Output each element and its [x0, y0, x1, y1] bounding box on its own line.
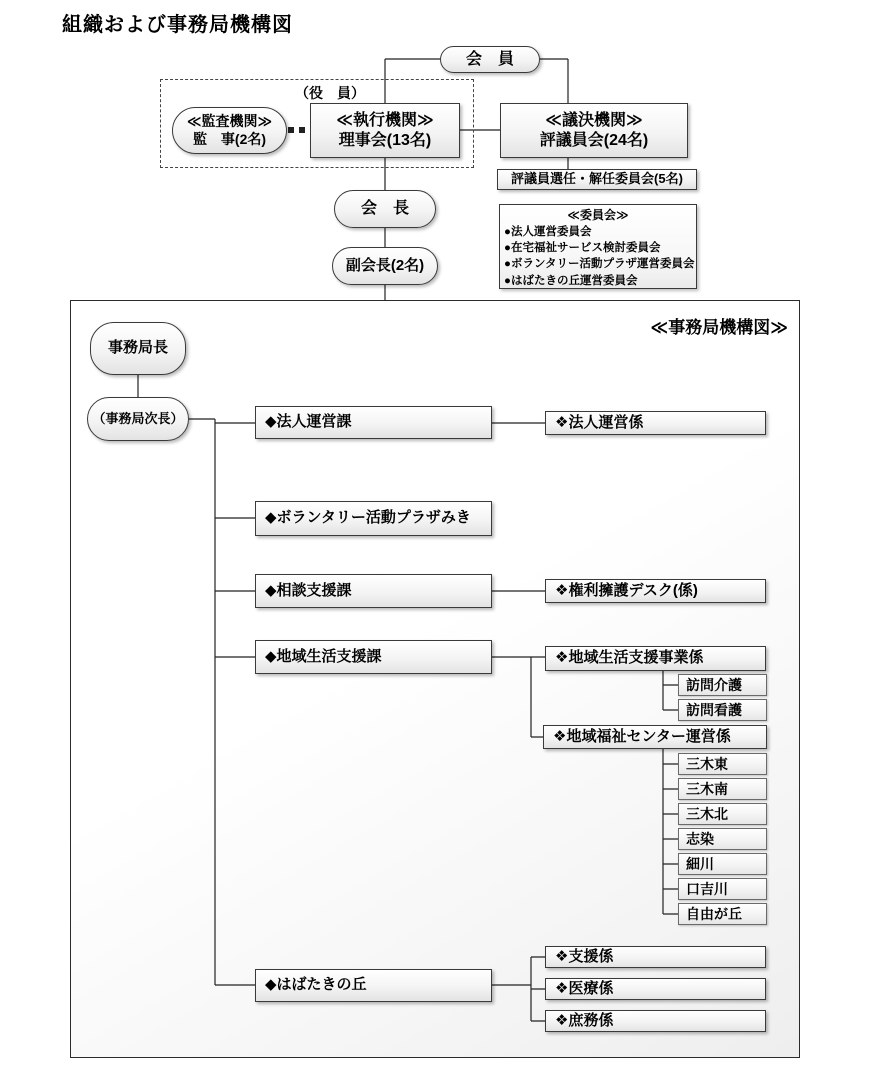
appointment-committee-label: 評議員選任・解任委員会(5名)	[511, 171, 683, 187]
center-label: 三木東	[686, 756, 728, 772]
center-label: 細川	[686, 856, 714, 872]
dept-label: ◆はばたきの丘	[265, 976, 367, 994]
dept-label: ◆法人運営課	[265, 413, 352, 431]
section-iryo-kakari	[545, 978, 766, 1000]
deputy-director-node	[87, 397, 189, 441]
section-shien-kakari	[545, 946, 766, 968]
dept-chiiki-seikatsu-shien-ka	[255, 640, 492, 674]
committee-item: ●在宅福祉サービス検討委員会	[504, 241, 661, 254]
center-jiyugaoka	[678, 903, 767, 925]
page-title: 組織および事務局機構図	[62, 14, 293, 36]
committee-item: ●ボランタリー活動プラザ運営委員会	[504, 258, 695, 271]
audit-line1: ≪監査機関≫	[186, 113, 273, 129]
audit-line2: 監 事(2名)	[192, 130, 267, 147]
center-miki-minami	[678, 778, 767, 800]
secretariat-section-label: ≪事務局機構図≫	[650, 318, 788, 337]
executive-node	[310, 103, 460, 158]
unit-homon-kango	[678, 699, 767, 721]
center-kuchiyokawa	[678, 878, 767, 900]
section-kenri-yogo-desk	[545, 579, 766, 603]
section-label: ❖地域生活支援事業係	[555, 649, 704, 667]
center-miki-higashi	[678, 753, 767, 775]
section-shomu-kakari	[545, 1010, 766, 1032]
members-node	[440, 46, 540, 73]
executive-line2: 理事会(13名)	[338, 131, 432, 149]
section-chiiki-seikatsu-shien-jigyo	[545, 646, 766, 671]
dept-sodan-shien-ka	[255, 574, 492, 608]
chairman-node	[334, 190, 436, 228]
committees-header: ≪委員会≫	[567, 208, 629, 222]
center-hosokawa	[678, 853, 767, 875]
members-label: 会 員	[465, 50, 514, 68]
section-chiiki-fukushi-center-unei	[543, 725, 767, 749]
unit-label: 訪問看護	[686, 702, 742, 718]
center-label: 三木南	[686, 781, 728, 797]
dept-voluntary-plaza-miki	[255, 501, 492, 536]
decision-line2: 評議員会(24名)	[539, 131, 649, 149]
committee-item: ●法人運営委員会	[504, 225, 592, 238]
vice-chairman-node	[332, 247, 438, 285]
section-label: ❖医療係	[555, 979, 614, 997]
section-label: ❖権利擁護デスク(係)	[555, 581, 698, 599]
unit-label: 訪問介護	[686, 677, 742, 693]
audit-node	[172, 107, 287, 154]
section-label: ❖庶務係	[555, 1011, 614, 1029]
decision-node	[500, 103, 688, 158]
center-miki-kita	[678, 803, 767, 825]
dept-habataki-no-oka	[255, 969, 492, 1002]
chairman-label: 会 長	[360, 200, 409, 217]
dept-hojin-unei-ka	[255, 406, 492, 439]
section-hojin-unei-kakari	[545, 411, 766, 435]
dept-label: ◆相談支援課	[265, 581, 352, 599]
unit-homon-kaigo	[678, 674, 767, 696]
center-label: 口吉川	[686, 881, 728, 897]
center-shijimi	[678, 828, 767, 850]
center-label: 三木北	[686, 806, 728, 822]
decision-line1: ≪議決機関≫	[545, 111, 643, 129]
committees-node	[499, 204, 697, 289]
committee-item: ●はばたきの丘運営委員会	[504, 274, 638, 287]
section-label: ❖支援係	[555, 947, 614, 965]
vice-chairman-label: 副会長(2名)	[345, 256, 425, 274]
center-label: 志染	[686, 831, 714, 847]
section-label: ❖地域福祉センター運営係	[553, 727, 731, 745]
appointment-committee-node	[497, 169, 697, 190]
dept-label: ◆地域生活支援課	[265, 647, 382, 665]
officers-group-label: （役 員）	[295, 85, 365, 101]
director-label: 事務局長	[107, 339, 168, 357]
dept-label: ◆ボランタリー活動プラザみき	[265, 509, 471, 527]
deputy-director-label: （事務局次長）	[92, 410, 184, 426]
center-label: 自由が丘	[686, 906, 742, 922]
executive-line1: ≪執行機関≫	[336, 111, 434, 129]
section-label: ❖法人運営係	[555, 413, 644, 431]
director-node	[90, 322, 186, 375]
